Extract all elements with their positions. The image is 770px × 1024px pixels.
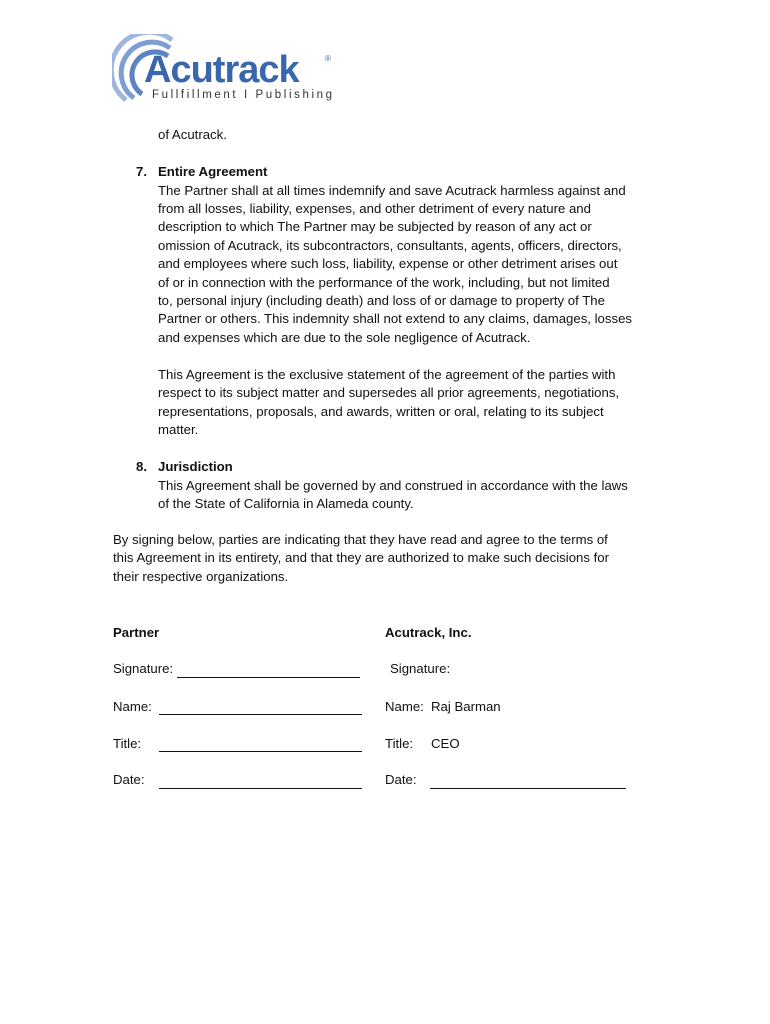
acutrack-logo: [112, 34, 342, 108]
paragraph-line: and expenses which are due to the sole negligence of Acutrack.: [158, 329, 531, 345]
acutrack-name-value: Raj Barman: [431, 699, 501, 714]
paragraph-line: of the State of California in Alameda county.: [158, 495, 414, 511]
paragraph-line: This Agreement shall be governed by and construed in accordance with the laws: [158, 477, 628, 493]
paragraph-line: Partner or others. This indemnity shall not extend to any claims, damages, losses: [158, 311, 633, 327]
partner-date-label: Date:: [113, 772, 145, 787]
acutrack-name-label: Name:: [385, 699, 424, 714]
closing-paragraph: [113, 531, 609, 586]
paragraph-line: matter.: [158, 422, 199, 438]
paragraph-line: and employees where such loss, liability, expense or other detriment arises out: [158, 256, 618, 272]
section-8-number: 8.: [136, 459, 147, 474]
paragraph-line: respect to its subject matter and supersedes all prior agreements, negotiations,: [158, 385, 620, 401]
partner-name-label: Name:: [113, 699, 152, 714]
section-7-paragraph-1: [158, 182, 632, 348]
section-7-title: Entire Agreement: [158, 164, 268, 179]
paragraph-line: By signing below, parties are indicating that they have read and agree to the terms of: [113, 532, 608, 547]
paragraph-line: from all losses, liability, expenses, and other detriment of every nature and: [158, 200, 591, 216]
paragraph-line: This Agreement is the exclusive statement of the agreement of the parties with: [158, 367, 616, 382]
partner-title-line[interactable]: [159, 751, 362, 752]
logo-wordmark: Acutrack: [144, 49, 299, 91]
continuation-text: of Acutrack.: [158, 127, 227, 142]
acutrack-date-label: Date:: [385, 772, 417, 787]
paragraph-line: to, personal injury (including death) and loss of or damage to property of The: [158, 292, 605, 308]
acutrack-date-line[interactable]: [430, 788, 626, 789]
paragraph-line: their respective organizations.: [113, 568, 289, 584]
partner-date-line[interactable]: [159, 788, 362, 789]
partner-name-line[interactable]: [159, 714, 362, 715]
acutrack-title-label: Title:: [385, 736, 414, 751]
logo-registered-mark: ®: [325, 54, 331, 63]
partner-title-label: Title:: [113, 736, 142, 751]
partner-signature-line[interactable]: [177, 677, 360, 678]
section-7-number: 7.: [136, 164, 147, 179]
paragraph-line: representations, proposals, and awards, written or oral, relating to its subject: [158, 403, 604, 419]
acutrack-signature-label: Signature:: [390, 661, 451, 676]
acutrack-heading: Acutrack, Inc.: [385, 625, 472, 640]
paragraph-line: this Agreement in its entirety, and that they are authorized to make such decisions for: [113, 550, 610, 566]
paragraph-line: description to which The Partner may be subjected by reason of any act or: [158, 219, 592, 235]
logo-tagline: Fullfillment I Publishing: [152, 89, 335, 101]
paragraph-line: The Partner shall at all times indemnify and save Acutrack harmless against and: [158, 182, 626, 198]
paragraph-line: omission of Acutrack, its subcontractors, consultants, agents, officers, directors,: [158, 237, 622, 253]
section-8-paragraph: [158, 477, 628, 514]
section-8-title: Jurisdiction: [158, 459, 233, 474]
partner-heading: Partner: [113, 625, 160, 640]
acutrack-title-value: CEO: [431, 736, 460, 751]
section-7-paragraph-2: [158, 366, 619, 440]
paragraph-line: of or in connection with the performance of the work, including, but not limited: [158, 274, 610, 290]
partner-signature-label: Signature:: [113, 661, 174, 676]
